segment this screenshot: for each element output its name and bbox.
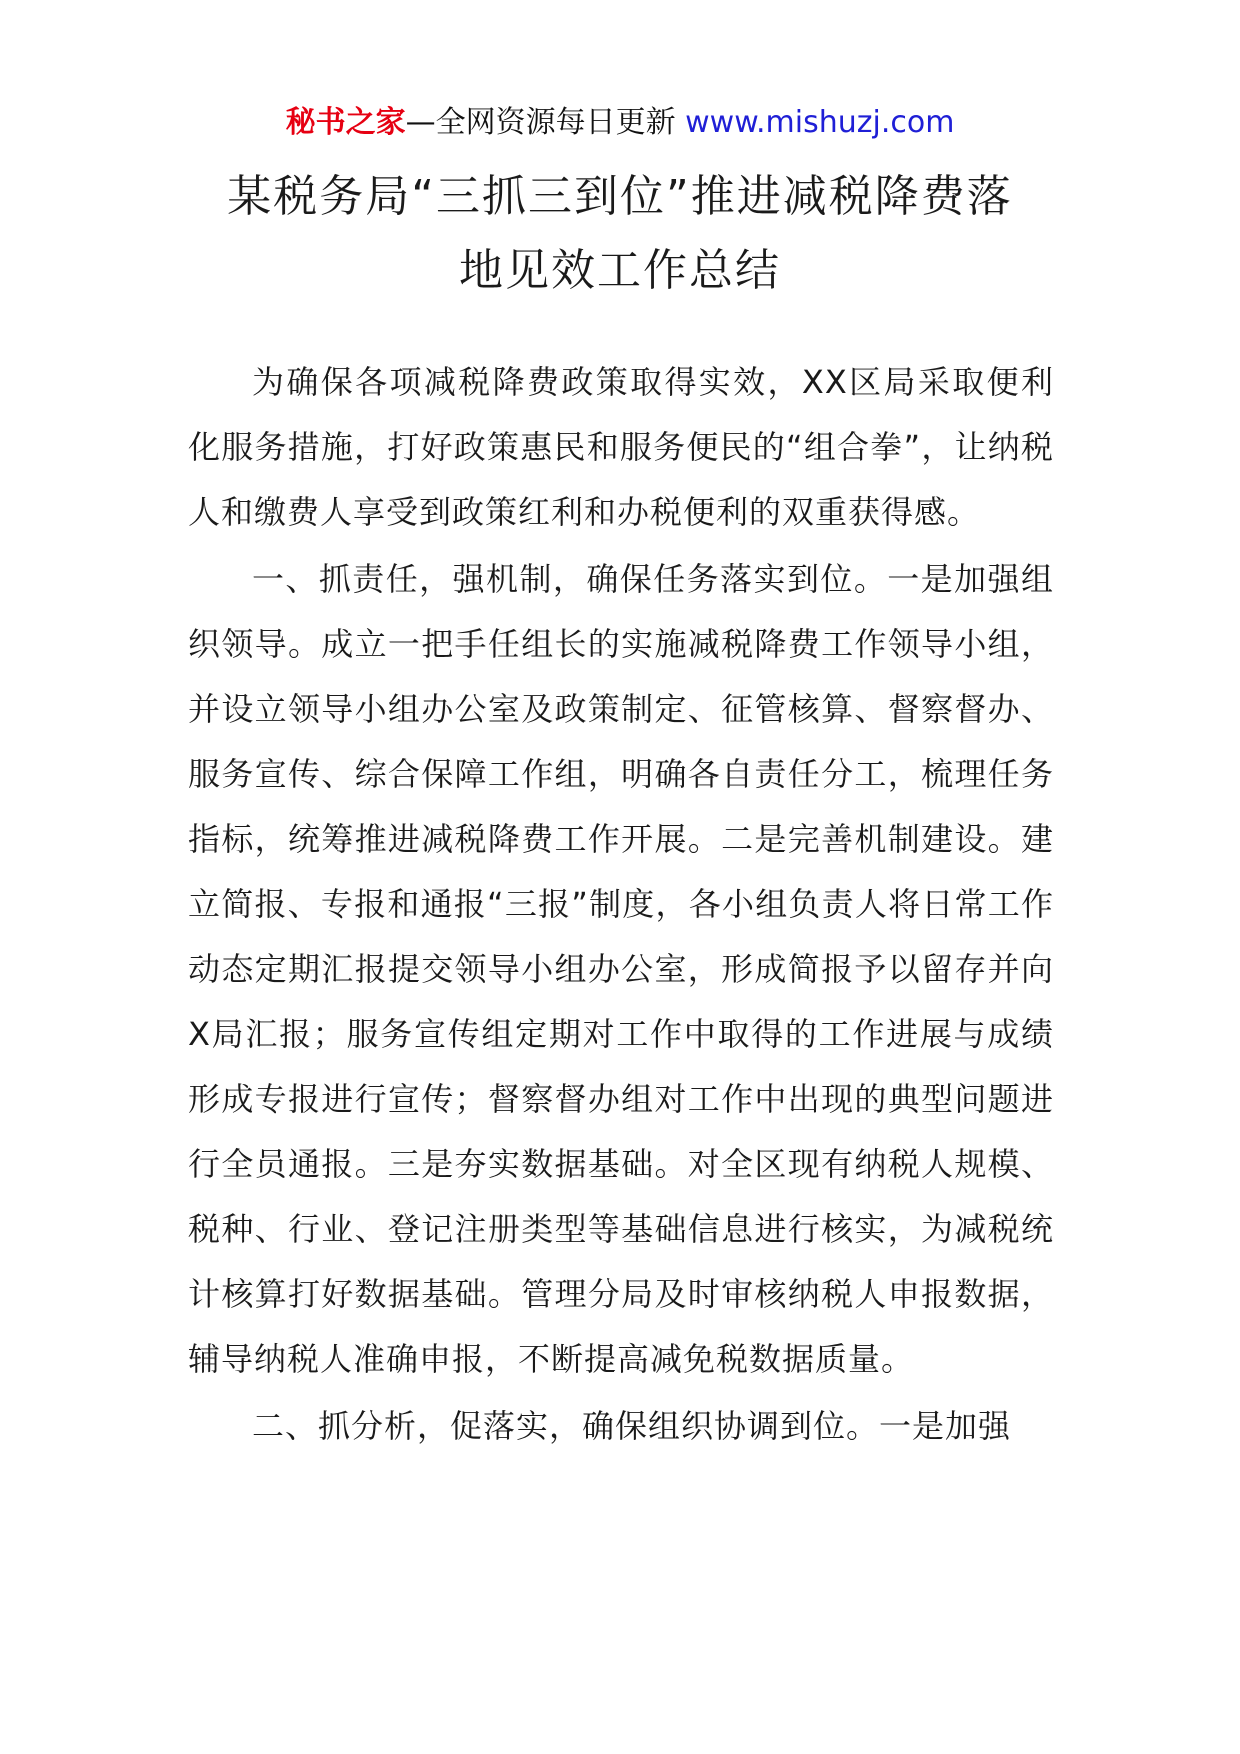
paragraph-section-2: 二、抓分析，促落实，确保组织协调到位。一是加强 [252, 1407, 1012, 1445]
header-banner [0, 103, 1240, 143]
brand-name: 秘书之家 [285, 105, 406, 140]
document-body [188, 350, 1054, 1461]
site-link[interactable]: www.mishuzj.com [685, 105, 955, 140]
header-tagline: —全网资源每日更新 [405, 105, 676, 140]
title-line-2: 地见效工作总结 [459, 245, 781, 296]
document-title [150, 160, 1090, 308]
title-line-1: 某税务局“三抓三到位”推进减税降费落 [227, 171, 1013, 222]
paragraph-intro: 为确保各项减税降费政策取得实效，XX区局采取便利化服务措施，打好政策惠民和服务便民的“组合拳”，让纳税人和缴费人享受到政策红利和办税便利的双重获得感。 [188, 363, 1054, 531]
paragraph-section-1: 一、抓责任，强机制，确保任务落实到位。一是加强组织领导。成立一把手任组长的实施减税降费工作领导小组，并设立领导小组办公室及政策制定、征管核算、督察督办、服务宣传、综合保障工作组，明确各自责任分工，梳理任务指标，统筹推进减税降费工作开展。二是完善机制建设。建立简报、专报和通报“三报”制度，各小组负责人将日常工作动态定期汇报提交领导小组办公室，形成简报予以留存并向X局汇报；服务宣传组定期对工作中取得的工作进展与成绩形成专报进行宣传；督察督办组对工作中出现的典型问题进行全员通报。三是夯实数据基础。对全区现有纳税人规模、税种、行业、登记注册类型等基础信息进行核实，为减税统计核算打好数据基础。管理分局及时审核纳税人申报数据，辅导纳税人准确申报，不断提高减免税数据质量。 [188, 560, 1054, 1378]
